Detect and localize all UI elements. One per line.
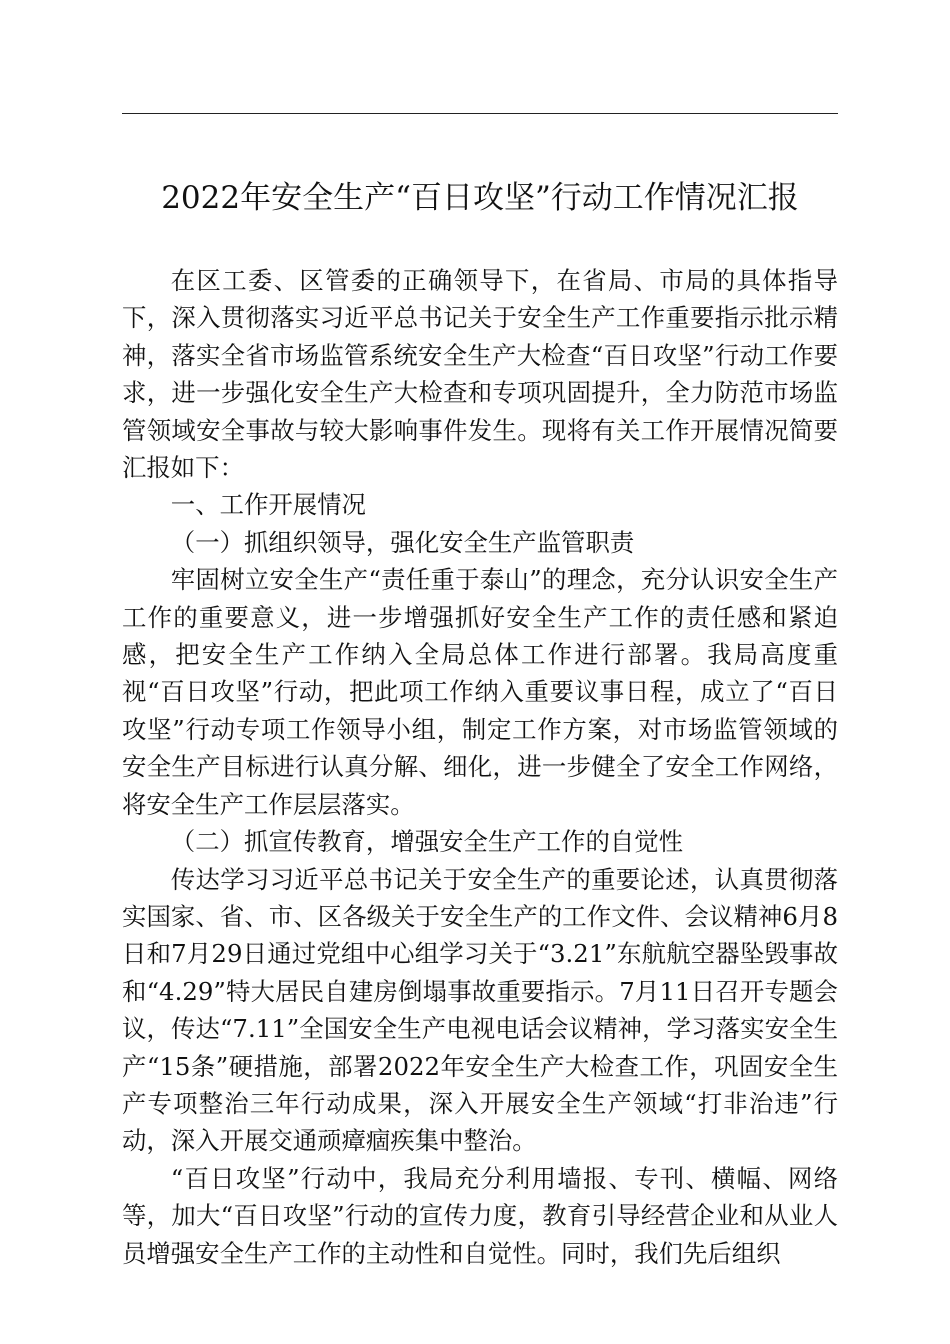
section-heading-1: 一、工作开展情况: [170, 490, 366, 520]
body-paragraph: 传达学习习近平总书记关于安全生产的重要论述，认真贯彻落实国家、省、市、区各级关于安全生产的工作文件、会议精神6月8日和7月29日通过党组中心组学习关于“3.21”东航航空器坠毁事故和“4.29”特大居民自建房倒塌事故重要指示。7月11日召开专题会议，传达“7.11”全国安全生产电视电话会议精神，学习落实安全生产“15条”硬措施，部署2022年安全生产大检查工作，巩固安全生产专项整治三年行动成果，深入开展安全生产领域“打非治违”行动，深入开展交通顽瘴痼疾集中整治。: [122, 864, 838, 1156]
body-paragraph: 牢固树立安全生产“责任重于泰山”的理念，充分认识安全生产工作的重要意义，进一步增强抓好安全生产工作的责任感和紧迫感，把安全生产工作纳入全局总体工作进行部署。我局高度重视“百日攻坚”行动，把此项工作纳入重要议事日程，成立了“百日攻坚”行动专项工作领导小组，制定工作方案，对市场监管领域的安全生产目标进行认真分解、细化，进一步健全了安全工作网络，将安全生产工作层层落实。: [122, 565, 838, 819]
intro-paragraph: 在区工委、区管委的正确领导下，在省局、市局的具体指导下，深入贯彻落实习近平总书记关于安全生产工作重要指示批示精神，落实全省市场监管系统安全生产大检查“百日攻坚”行动工作要求，进一步强化安全生产大检查和专项巩固提升，全力防范市场监管领域安全事故与较大影响事件发生。现将有关工作开展情况简要汇报如下：: [122, 266, 838, 483]
subsection-heading-2: （二）抓宣传教育，增强安全生产工作的自觉性: [170, 827, 684, 857]
document-body: [122, 262, 838, 1272]
subsection-heading-1: （一）抓组织领导，强化安全生产监管职责: [170, 527, 635, 557]
document-title: 2022年安全生产“百日攻坚”行动工作情况汇报: [161, 180, 799, 216]
header-rule: [122, 113, 838, 114]
body-paragraph: “百日攻坚”行动中，我局充分利用墙报、专刊、横幅、网络等，加大“百日攻坚”行动的宣传力度，教育引导经营企业和从业人员增强安全生产工作的主动性和自觉性。同时，我们先后组织: [122, 1163, 838, 1268]
